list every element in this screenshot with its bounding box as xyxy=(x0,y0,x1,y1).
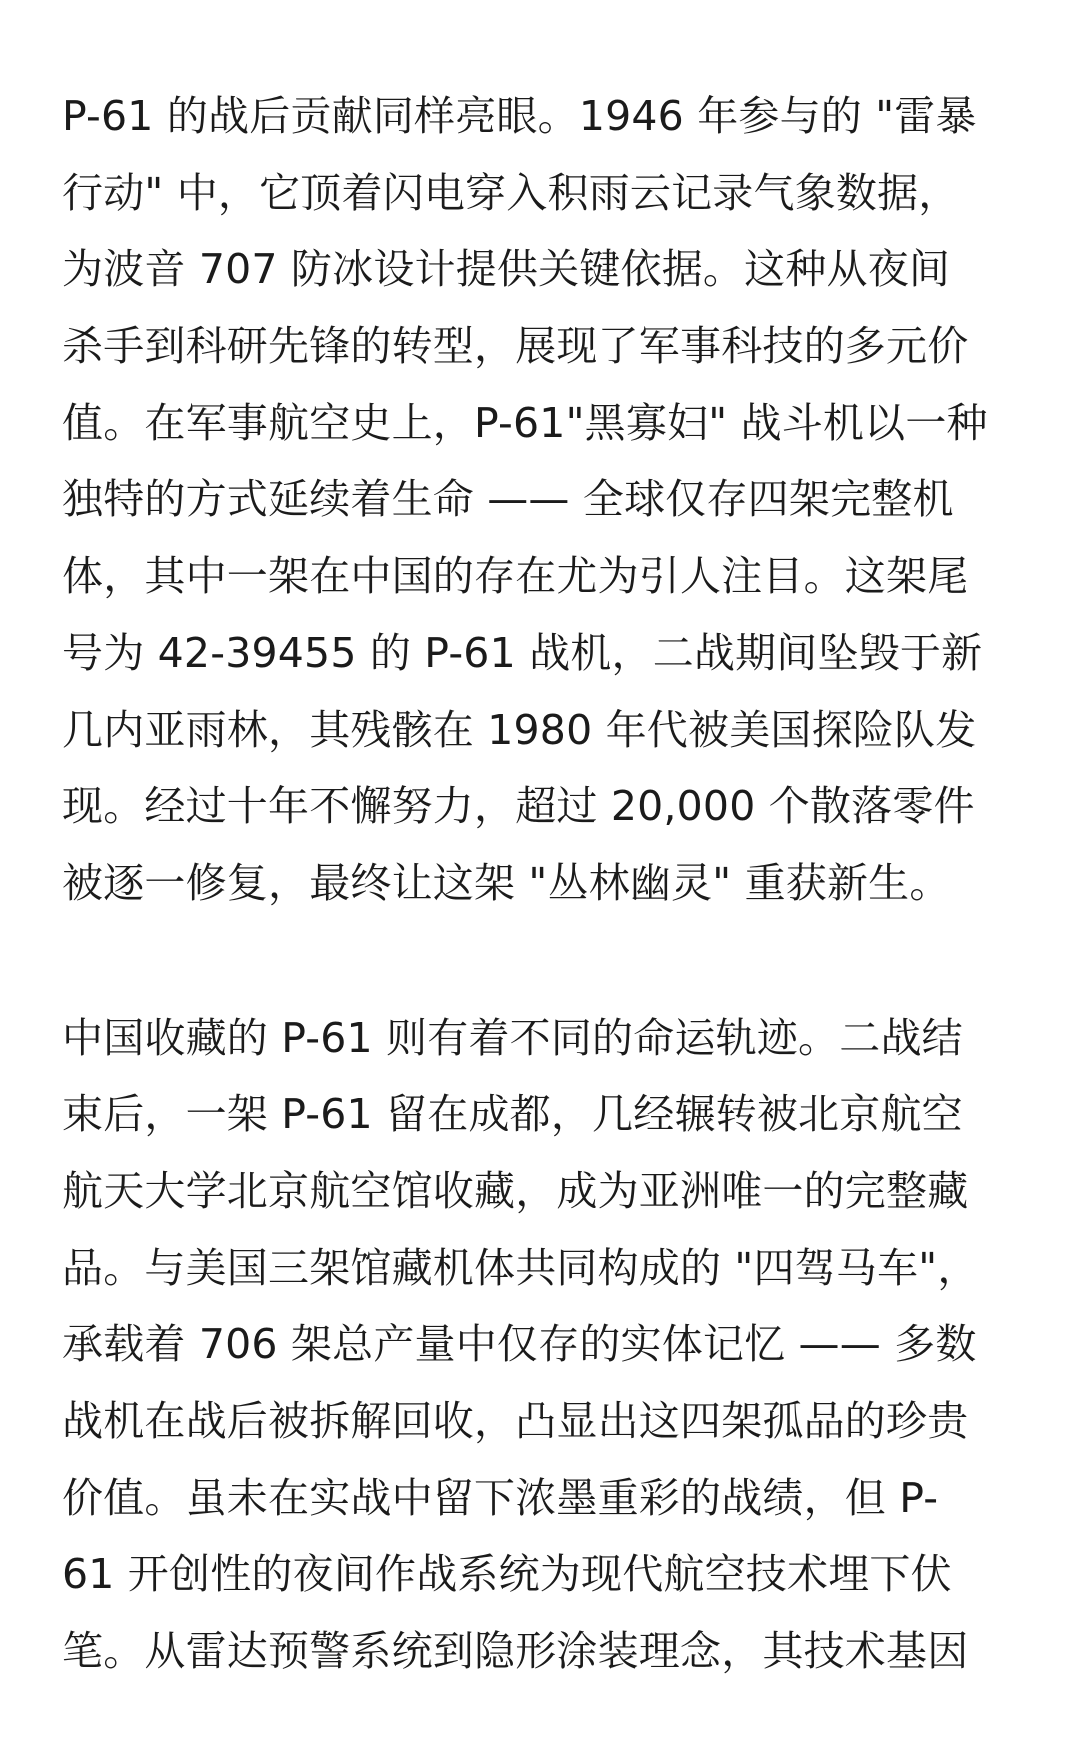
text-line: 几内亚雨林，其残骸在 1980 年代被美国探险队发 xyxy=(62,705,977,754)
text-line: 行动" 中，它顶着闪电穿入积雨云记录气象数据， xyxy=(62,168,960,217)
text-line: 61 开创性的夜间作战系统为现代航空技术埋下伏 xyxy=(62,1550,952,1599)
text-line: 号为 42-39455 的 P-61 战机，二战期间坠毁于新 xyxy=(62,628,983,677)
text-line: 被逐一修复，最终让这架 "丛林幽灵" 重获新生。 xyxy=(62,858,951,907)
text-line: 为波音 707 防冰设计提供关键依据。这种从夜间 xyxy=(62,245,951,294)
article-body xyxy=(62,78,1022,1690)
text-line: 杀手到科研先锋的转型，展现了军事科技的多元价 xyxy=(62,322,969,371)
text-line: 品。与美国三架馆藏机体共同构成的 "四驾马车"， xyxy=(62,1243,979,1292)
text-line: 值。在军事航空史上，P-61"黑寡妇" 战斗机以一种 xyxy=(62,398,988,447)
text-line: 体，其中一架在中国的存在尤为引人注目。这架尾 xyxy=(62,552,969,601)
text-line: 笔。从雷达预警系统到隐形涂装理念，其技术基因 xyxy=(62,1627,969,1676)
text-line: P-61 的战后贡献同样亮眼。1946 年参与的 "雷暴 xyxy=(62,92,977,140)
paragraph-1 xyxy=(62,78,1022,922)
text-line: 航天大学北京航空馆收藏，成为亚洲唯一的完整藏 xyxy=(62,1166,969,1215)
text-line: 束后，一架 P-61 留在成都，几经辗转被北京航空 xyxy=(62,1090,963,1139)
text-line: 现。经过十年不懈努力，超过 20,000 个散落零件 xyxy=(62,782,975,831)
text-line: 承载着 706 架总产量中仅存的实体记忆 —— 多数 xyxy=(62,1320,977,1369)
paragraph-2 xyxy=(62,1000,1022,1690)
text-line: 独特的方式延续着生命 —— 全球仅存四架完整机 xyxy=(62,475,954,524)
text-line: 战机在战后被拆解回收，凸显出这四架孤品的珍贵 xyxy=(62,1397,969,1445)
text-line: 价值。虽未在实战中留下浓墨重彩的战绩，但 P- xyxy=(62,1473,939,1522)
text-line: 中国收藏的 P-61 则有着不同的命运轨迹。二战结 xyxy=(62,1013,963,1062)
